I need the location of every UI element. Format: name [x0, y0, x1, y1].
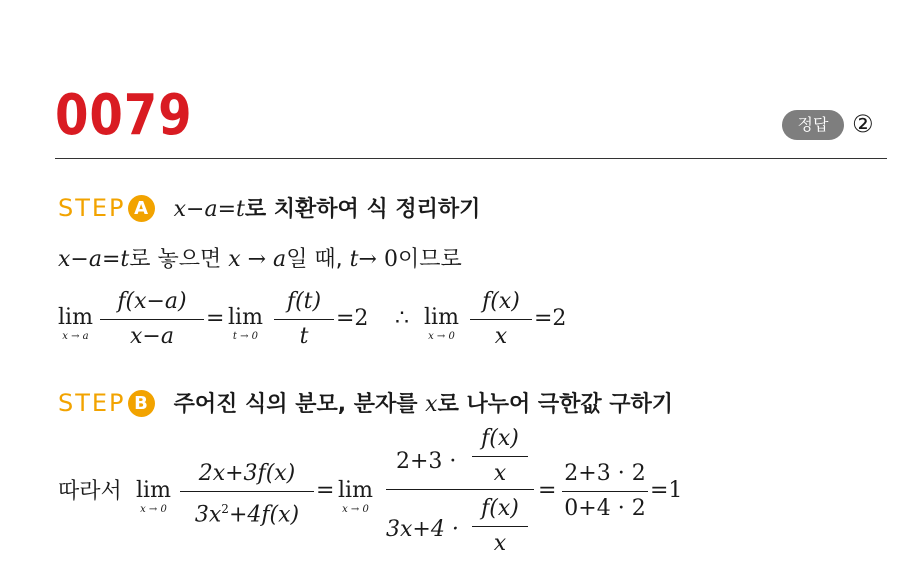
denominator: t: [299, 324, 309, 350]
fraction-c: [562, 460, 648, 523]
fraction-3: [470, 288, 532, 351]
step-b-heading-math: x: [425, 392, 438, 417]
answer-value: ②: [852, 110, 874, 138]
therefore-word: 따라서: [58, 479, 122, 504]
inner-fraction-top: [472, 425, 528, 488]
body-text: 로 놓으면: [129, 247, 229, 272]
lim-text: lim: [136, 478, 171, 503]
equals: =: [206, 306, 225, 331]
denominator: x: [493, 461, 507, 487]
problem-number: 0079: [55, 83, 193, 148]
math-text: x−a=t: [58, 247, 130, 272]
step-b-heading-text: 주어진 식의 분모, 분자를: [173, 392, 426, 417]
step-a-heading: [58, 192, 480, 226]
lim-text: lim: [228, 305, 263, 330]
numerator: 2+3 · 2: [564, 461, 646, 486]
numerator: f(x): [481, 426, 519, 451]
fraction-2: [274, 288, 334, 351]
lim-sub: x → a: [62, 331, 89, 342]
step-b-heading: [58, 387, 673, 421]
equals-value: =2: [534, 306, 567, 331]
numerator: f(x): [482, 289, 520, 314]
lim-sub: t → 0: [232, 331, 259, 342]
therefore-symbol: ∴: [395, 306, 409, 331]
header-divider: [55, 158, 887, 159]
math-text: x → a: [228, 247, 287, 272]
math-text: → 0: [358, 247, 398, 272]
lim-text: lim: [424, 305, 459, 330]
step-a-letter-icon: A: [128, 195, 155, 222]
step-a-label: STEP: [58, 194, 126, 222]
equals-value: =1: [650, 478, 683, 503]
equals: =: [538, 478, 557, 503]
body-text: 이므로: [397, 247, 462, 272]
lim-text: lim: [338, 478, 373, 503]
lim-2: [228, 305, 263, 343]
equals: =: [316, 478, 335, 503]
lim-text: lim: [58, 305, 93, 330]
lim-sub: x → 0: [342, 504, 369, 515]
body-text: 일 때,: [286, 247, 350, 272]
numerator-part: 2+3 ·: [396, 449, 457, 474]
lim-sub: x → 0: [140, 504, 167, 515]
numerator: f(t): [286, 289, 322, 314]
step-b-label: STEP: [58, 389, 126, 417]
step-a-heading-math: x−a=t: [173, 197, 245, 222]
denominator: x: [494, 324, 508, 350]
lim-4: [136, 478, 171, 516]
step-b-heading-text: 로 나누어 극한값 구하기: [437, 392, 674, 417]
denominator: x−a: [130, 324, 174, 350]
inner-fraction-bottom: [472, 495, 528, 558]
denominator-part: 3x+4 ·: [386, 517, 459, 542]
lim-3: [424, 305, 459, 343]
fraction-a: [180, 460, 314, 530]
fraction-1: [100, 288, 204, 351]
lim-1: [58, 305, 93, 343]
denominator: x: [493, 531, 507, 557]
denominator: $3x^2+4f(x)$: [194, 502, 300, 528]
complex-fraction: [386, 425, 534, 555]
answer-badge: 정답: [782, 110, 844, 140]
denominator: 0+4 · 2: [564, 496, 646, 522]
lim-sub: x → 0: [428, 331, 455, 342]
numerator: f(x): [481, 496, 519, 521]
step-a-heading-text: 로 치환하여 식 정리하기: [244, 197, 481, 222]
equals-value: =2: [336, 306, 369, 331]
step-a-line1: [58, 244, 462, 276]
main-fraction-bar: [386, 489, 534, 490]
lim-5: [338, 478, 373, 516]
numerator: 2x+3f(x): [198, 461, 296, 486]
math-text: t: [349, 247, 359, 272]
step-b-letter-icon: B: [128, 390, 155, 417]
numerator: f(x−a): [117, 289, 187, 314]
